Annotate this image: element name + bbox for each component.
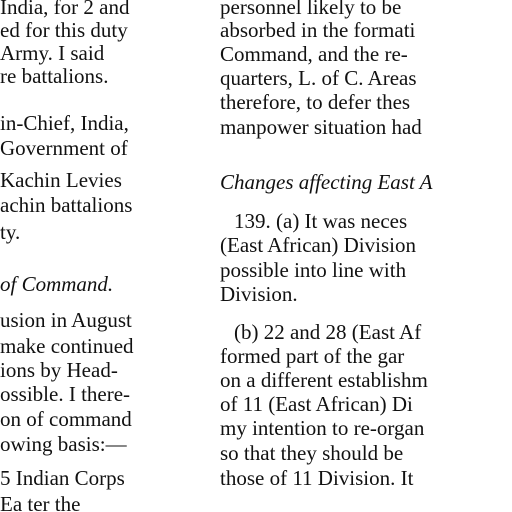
right-line-17: so that they should be (220, 441, 404, 465)
right-line-4: quarters, L. of C. Areas (220, 66, 417, 90)
right-line-1: personnel likely to be (220, 0, 402, 19)
right-line-2: absorbed in the formati (220, 18, 416, 42)
left-line-1: India, for 2 and (0, 0, 130, 19)
left-line-8: achin battalions (0, 193, 133, 217)
right-line-13: formed part of the gar (220, 344, 405, 368)
right-line-16: my intention to re-organ (220, 416, 425, 440)
left-line-14: ossible. I there- (0, 382, 131, 406)
right-line-8: 139. (a) It was neces (234, 209, 408, 233)
right-line-9: (East African) Division (220, 233, 416, 257)
left-line-12: make continued (0, 334, 134, 358)
section-heading-left: of Command. (0, 272, 114, 296)
right-line-3: Command, and the re- (220, 42, 408, 66)
right-line-18: those of 11 Division. It (220, 466, 414, 490)
left-line-15: on of command (0, 407, 132, 431)
right-line-10: possible into line with (220, 258, 407, 282)
right-line-6: manpower situation had (220, 115, 422, 139)
left-line-3: Army. I said (0, 41, 105, 65)
right-line-5: therefore, to defer thes (220, 90, 411, 114)
left-line-9: ty. (0, 220, 21, 244)
left-line-5: in-Chief, India, (0, 111, 129, 135)
left-line-6: Government of (0, 136, 128, 160)
right-line-12: (b) 22 and 28 (East Af (234, 320, 422, 344)
right-line-11: Division. (220, 282, 298, 306)
left-line-4: re battalions. (0, 64, 109, 88)
left-line-16: owing basis:— (0, 432, 127, 456)
left-line-18: Ea ter the (0, 492, 81, 512)
right-line-14: on a different establishm (220, 368, 428, 392)
right-line-15: of 11 (East African) Di (220, 392, 413, 416)
left-line-13: ions by Head- (0, 358, 118, 382)
section-heading-right: Changes affecting East A (220, 170, 433, 194)
left-line-2: ed for this duty (0, 18, 128, 42)
left-line-7: Kachin Levies (0, 168, 122, 192)
left-line-11: usion in August (0, 308, 132, 332)
left-line-17: 5 Indian Corps (0, 466, 125, 490)
